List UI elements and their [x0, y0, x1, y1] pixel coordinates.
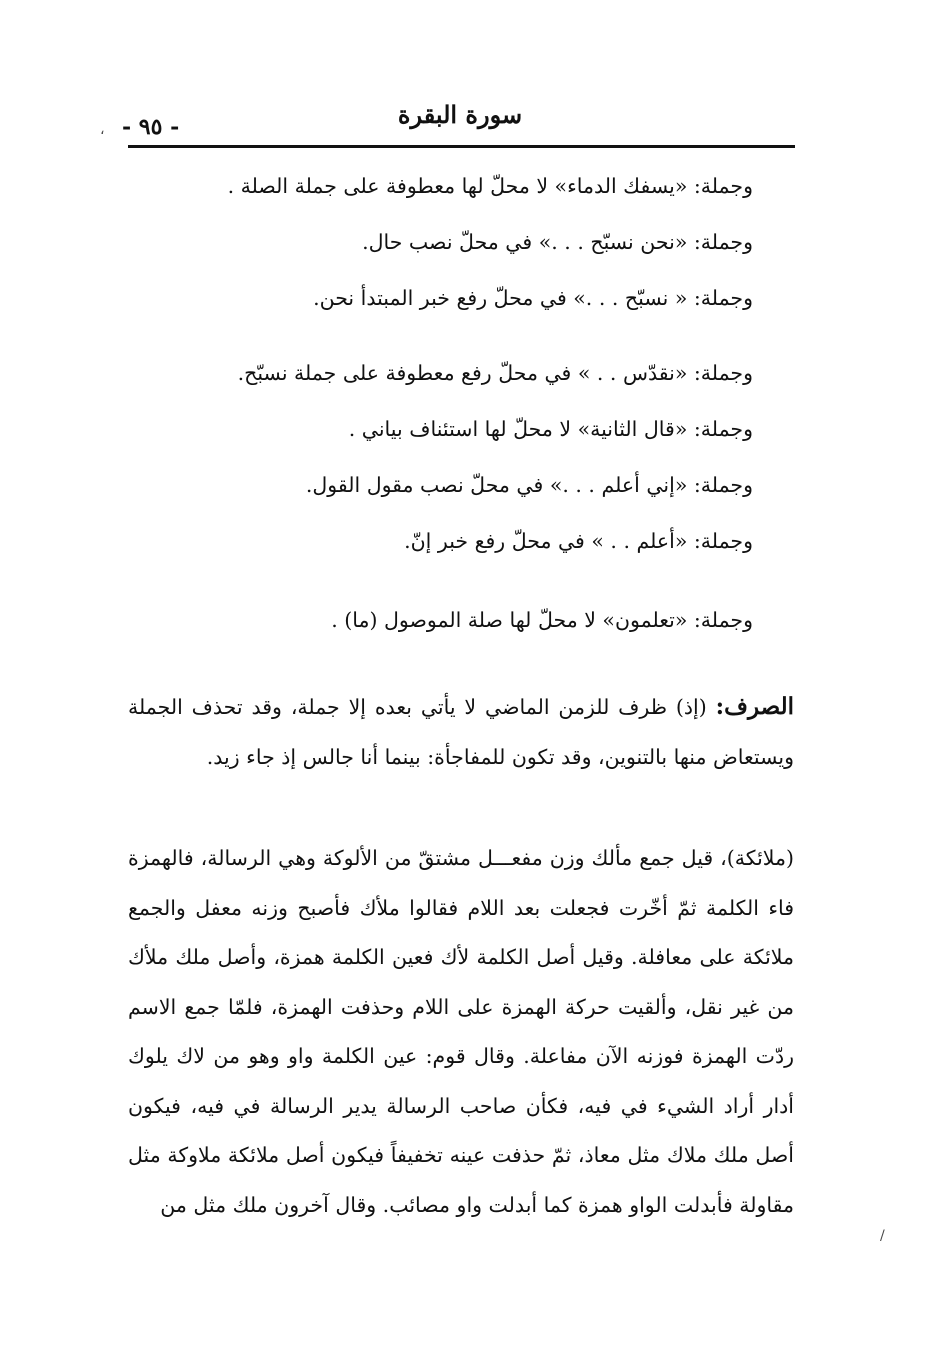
page-number: - ٩٥ -	[122, 114, 180, 140]
irab-sentence: وجملة: «قال الثانية» لا محلّ لها استئناف بياني .	[348, 417, 753, 441]
sarf-paragraph-2: (ملائكة)، قيل جمع مألك وزن مفعـــل مشتقّ من الألوكة وهي الرسالة، فالهمزة فاء الكلمة ثمّ أخّرت فجعلت بعد اللام فقالوا ملأك فأصبح وزنه معفل والجمع ملائكة على معافلة. وقيل أصل الكلمة لأك فعين الكلمة همزة، وأصل ملك ملأك من غير نقل، وألقيت حركة الهمزة على اللام وحذفت الهمزة، فلمّا جمع الاسم ردّت الهمزة فوزنه الآن مفاعلة. وقال قوم: عين الكلمة واو وهو من لاك يلوك أدار أراد الشيء في فيه، فكأن صاحب الرسالة يدير الرسالة في فيه، فيكون أصل ملك ملاك مثل معاذ، ثمّ حذفت عينه تخفيفاً فيكون أصل ملائكة ملاوكة مثل مقاولة فأبدلت الواو همزة كما أبدلت واو مصائب. وقال آخرون ملك مثل من	[128, 846, 794, 1217]
irab-sentence: وجملة: «تعلمون» لا محلّ لها صلة الموصول (ما) .	[331, 608, 753, 632]
header-rule	[128, 145, 795, 148]
irab-sentence: وجملة: «أعلم . . » في محلّ رفع خبر إنّ.	[404, 529, 753, 553]
irab-sentence: وجملة: «إني أعلم . . .» في محلّ نصب مقول القول.	[305, 473, 753, 497]
irab-sentence: وجملة: «نقدّس . . » في محلّ رفع معطوفة على جملة نسبّح.	[237, 361, 753, 385]
irab-sentence: وجملة: «يسفك الدماء» لا محلّ لها معطوفة على جملة الصلة .	[227, 174, 753, 198]
irab-sentence: وجملة: « نسبّح . . .» في محلّ رفع خبر المبتدأ نحن.	[313, 286, 753, 310]
surah-title: سورة البقرة	[397, 100, 523, 129]
margin-mark: ،	[100, 122, 105, 138]
sarf-paragraph-1	[128, 682, 794, 782]
sarf-label: الصرف:	[715, 693, 794, 720]
sarf-paragraph-1-text: (إذ) ظرف للزمن الماضي لا يأتي بعده إلا جملة، وقد تحذف الجملة ويستعاض منها بالتنوين، وقد تكون للمفاجأة: بينما أنا جالس إذ جاء زيد.	[128, 695, 794, 769]
irab-sentence: وجملة: «نحن نسبّح . . .» في محلّ نصب حال.	[362, 230, 753, 254]
margin-mark: /	[880, 1228, 885, 1244]
